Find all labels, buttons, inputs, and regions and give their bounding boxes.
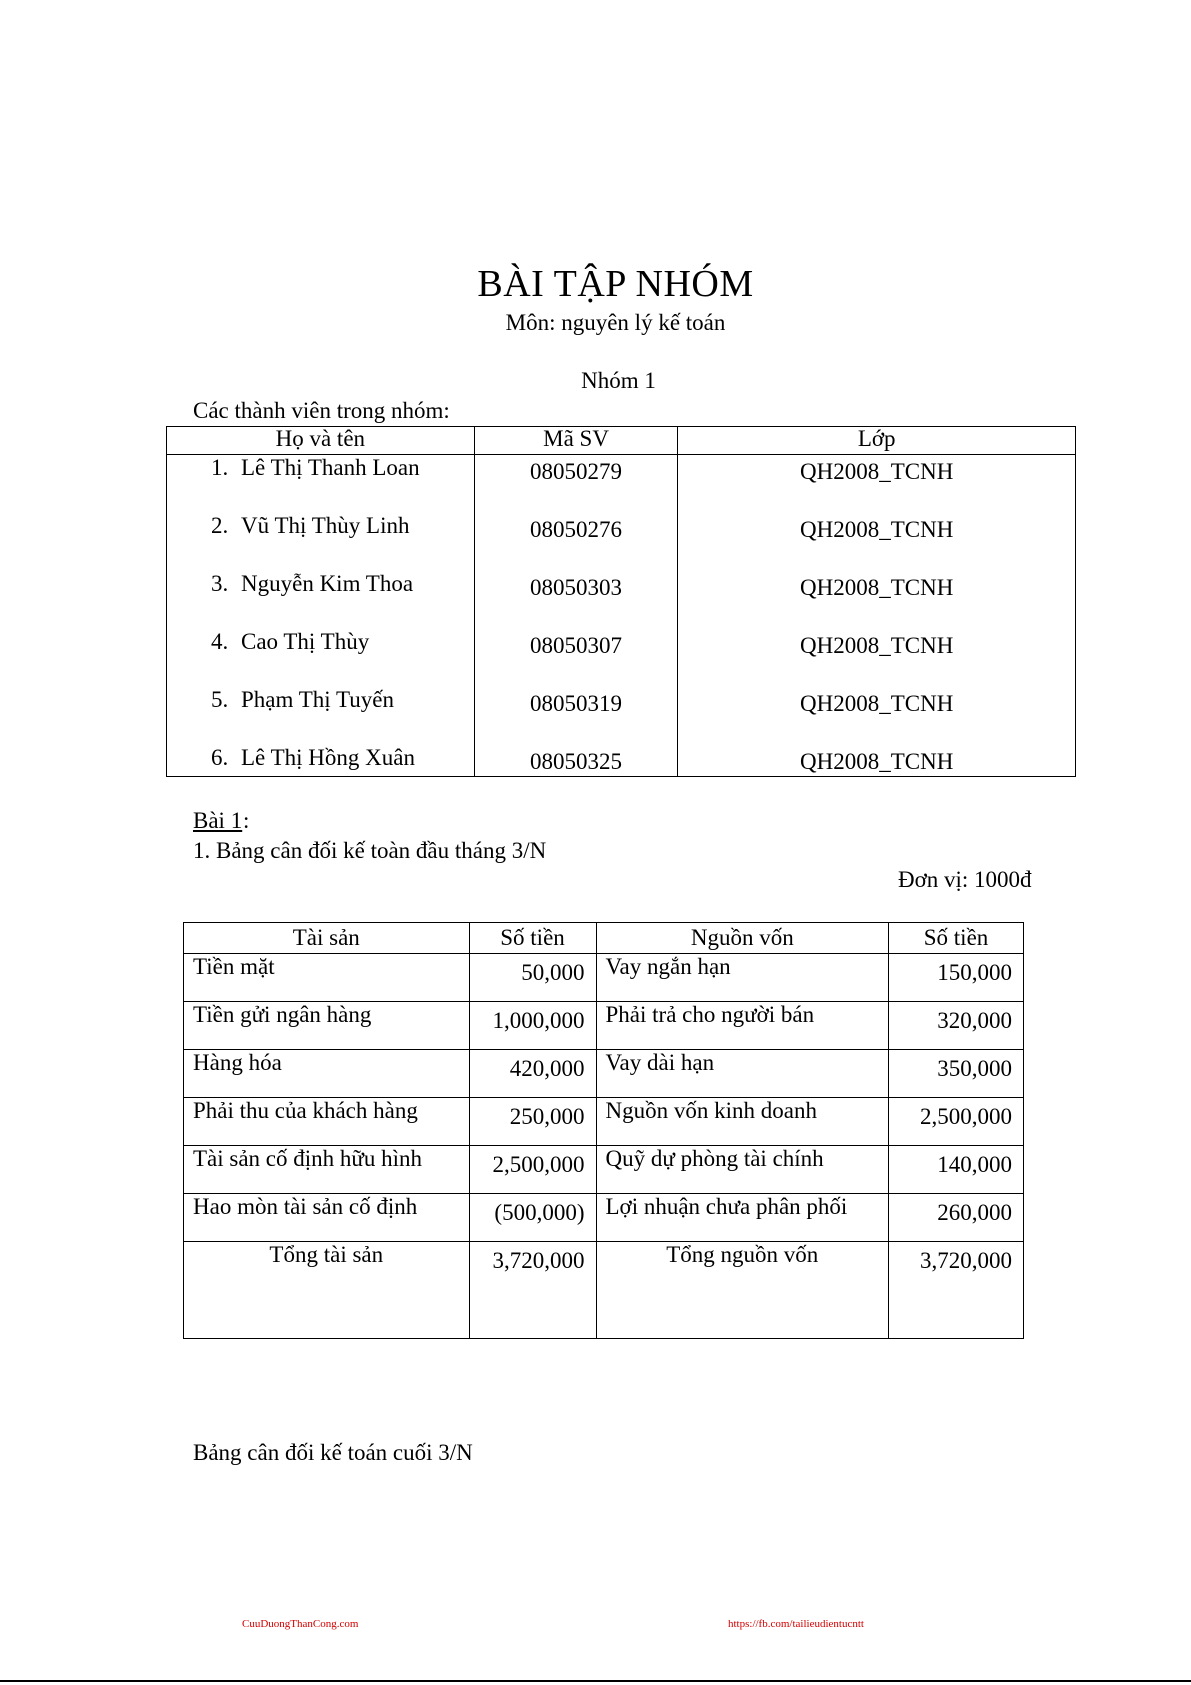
source-name: Lợi nhuận chưa phân phối bbox=[596, 1194, 889, 1242]
source-name: Nguồn vốn kinh doanh bbox=[596, 1098, 889, 1146]
unit-label: Đơn vị: 1000đ bbox=[898, 867, 1032, 892]
asset-amount: 2,500,000 bbox=[469, 1146, 596, 1194]
total-sources-label: Tổng nguồn vốn bbox=[596, 1242, 889, 1339]
member-student-id: 08050307 bbox=[474, 629, 678, 687]
member-name: Phạm Thị Tuyến bbox=[241, 686, 394, 712]
member-name-cell bbox=[167, 571, 475, 629]
header-sources: Nguồn vốn bbox=[596, 923, 889, 954]
member-row bbox=[167, 571, 1076, 629]
member-number: 5. bbox=[211, 686, 229, 712]
member-name-cell bbox=[167, 513, 475, 571]
member-student-id: 08050279 bbox=[474, 455, 678, 513]
member-name: Lê Thị Hồng Xuân bbox=[241, 744, 415, 770]
member-student-id: 08050276 bbox=[474, 513, 678, 571]
member-name-cell bbox=[167, 687, 475, 745]
member-number: 2. bbox=[211, 512, 229, 538]
source-amount: 140,000 bbox=[889, 1146, 1024, 1194]
asset-name: Tiền mặt bbox=[184, 954, 470, 1002]
page-bottom-rule bbox=[0, 1680, 1191, 1682]
balance-row bbox=[184, 1098, 1024, 1146]
member-number: 6. bbox=[211, 744, 229, 770]
member-number: 3. bbox=[211, 570, 229, 596]
member-class: QH2008_TCNH bbox=[678, 629, 1076, 687]
balance-header-row bbox=[184, 923, 1024, 954]
balance-row bbox=[184, 1050, 1024, 1098]
asset-amount: 420,000 bbox=[469, 1050, 596, 1098]
header-source-amount: Số tiền bbox=[889, 923, 1024, 954]
asset-name: Tiền gửi ngân hàng bbox=[184, 1002, 470, 1050]
member-name: Lê Thị Thanh Loan bbox=[241, 455, 420, 480]
members-label: Các thành viên trong nhóm: bbox=[193, 398, 450, 423]
source-amount: 150,000 bbox=[889, 954, 1024, 1002]
member-class: QH2008_TCNH bbox=[678, 687, 1076, 745]
source-amount: 2,500,000 bbox=[889, 1098, 1024, 1146]
subject-subtitle: Môn: nguyên lý kế toán bbox=[505, 310, 726, 335]
header-class: Lớp bbox=[678, 427, 1076, 455]
members-header-row bbox=[167, 427, 1076, 455]
member-name: Nguyễn Kim Thoa bbox=[241, 570, 414, 596]
balance-sheet-table bbox=[183, 922, 1024, 1339]
header-student-id: Mã SV bbox=[474, 427, 678, 455]
member-row bbox=[167, 455, 1076, 513]
asset-amount: 1,000,000 bbox=[469, 1002, 596, 1050]
member-student-id: 08050325 bbox=[474, 745, 678, 777]
source-name: Vay dài hạn bbox=[596, 1050, 889, 1098]
header-name: Họ và tên bbox=[167, 427, 475, 455]
balance-row bbox=[184, 1194, 1024, 1242]
source-amount: 260,000 bbox=[889, 1194, 1024, 1242]
source-amount: 350,000 bbox=[889, 1050, 1024, 1098]
closing-balance-heading: Bảng cân đối kế toán cuối 3/N bbox=[193, 1440, 473, 1465]
member-student-id: 08050319 bbox=[474, 687, 678, 745]
balance-total-row bbox=[184, 1242, 1024, 1339]
asset-name: Tài sản cố định hữu hình bbox=[184, 1146, 470, 1194]
member-class: QH2008_TCNH bbox=[678, 513, 1076, 571]
member-class: QH2008_TCNH bbox=[678, 745, 1076, 777]
source-name: Quỹ dự phòng tài chính bbox=[596, 1146, 889, 1194]
asset-name: Hàng hóa bbox=[184, 1050, 470, 1098]
balance-row bbox=[184, 954, 1024, 1002]
member-name: Cao Thị Thùy bbox=[241, 628, 370, 654]
exercise-label: Bài 1 bbox=[193, 808, 243, 833]
member-row bbox=[167, 513, 1076, 571]
member-number: 1. bbox=[211, 455, 229, 480]
balance-row bbox=[184, 1002, 1024, 1050]
asset-name: Hao mòn tài sản cố định bbox=[184, 1194, 470, 1242]
member-name-cell bbox=[167, 745, 475, 777]
footer-left-watermark: CuuDuongThanCong.com bbox=[242, 1618, 359, 1630]
source-name: Vay ngắn hạn bbox=[596, 954, 889, 1002]
members-table bbox=[166, 426, 1076, 777]
group-label: Nhóm 1 bbox=[581, 368, 656, 393]
member-number: 4. bbox=[211, 628, 229, 654]
total-assets-amount: 3,720,000 bbox=[469, 1242, 596, 1339]
opening-balance-heading: 1. Bảng cân đối kế toàn đầu tháng 3/N bbox=[193, 838, 547, 863]
member-student-id: 08050303 bbox=[474, 571, 678, 629]
header-assets: Tài sản bbox=[184, 923, 470, 954]
asset-amount: 250,000 bbox=[469, 1098, 596, 1146]
asset-name: Phải thu của khách hàng bbox=[184, 1098, 470, 1146]
source-name: Phải trả cho người bán bbox=[596, 1002, 889, 1050]
member-name-cell bbox=[167, 629, 475, 687]
member-name: Vũ Thị Thùy Linh bbox=[241, 512, 410, 538]
header-asset-amount: Số tiền bbox=[469, 923, 596, 954]
asset-amount: (500,000) bbox=[469, 1194, 596, 1242]
member-row bbox=[167, 687, 1076, 745]
member-class: QH2008_TCNH bbox=[678, 455, 1076, 513]
member-row bbox=[167, 629, 1076, 687]
balance-row bbox=[184, 1146, 1024, 1194]
member-name-cell bbox=[167, 455, 475, 513]
total-assets-label: Tổng tài sản bbox=[184, 1242, 470, 1339]
exercise-colon: : bbox=[243, 808, 250, 833]
member-row bbox=[167, 745, 1076, 777]
asset-amount: 50,000 bbox=[469, 954, 596, 1002]
source-amount: 320,000 bbox=[889, 1002, 1024, 1050]
footer-right-link[interactable]: https://fb.com/tailieudientucntt bbox=[728, 1618, 864, 1630]
member-class: QH2008_TCNH bbox=[678, 571, 1076, 629]
total-sources-amount: 3,720,000 bbox=[889, 1242, 1024, 1339]
page-title: BÀI TẬP NHÓM bbox=[477, 263, 754, 305]
